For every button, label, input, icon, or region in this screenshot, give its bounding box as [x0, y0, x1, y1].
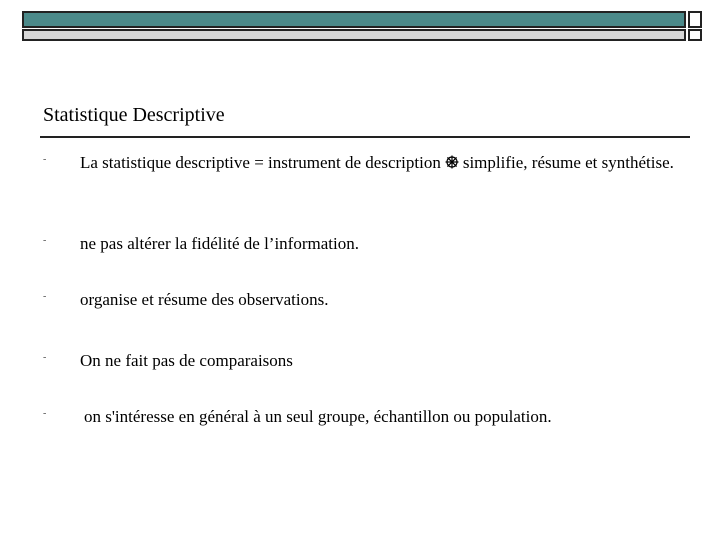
list-item-text: organise et résume des observations.	[80, 290, 329, 309]
wheel-icon	[445, 151, 459, 165]
list-item-text	[80, 150, 680, 175]
bullet-marker: -	[43, 291, 47, 302]
slide-title: Statistique Descriptive	[43, 104, 225, 126]
list-item-text: ne pas altérer la fidélité de l’information.	[80, 234, 359, 253]
bullet-marker: -	[43, 352, 47, 363]
bullet-marker: -	[43, 235, 47, 246]
list-item-text: on s'intéresse en général à un seul groupe, échantillon ou population.	[84, 407, 552, 426]
list-item-text-part: La statistique descriptive = instrument de description	[80, 153, 441, 172]
title-divider	[40, 136, 690, 138]
bullet-marker: -	[43, 408, 47, 419]
list-item-text-part: simplifie, résume et synthétise.	[462, 153, 674, 172]
header-bar-teal	[22, 11, 686, 28]
header-bar-gray	[22, 29, 686, 41]
list-item-text: On ne fait pas de comparaisons	[80, 351, 293, 370]
header-square-top	[688, 11, 702, 28]
header-square-bottom	[688, 29, 702, 41]
bullet-marker: -	[43, 154, 47, 165]
